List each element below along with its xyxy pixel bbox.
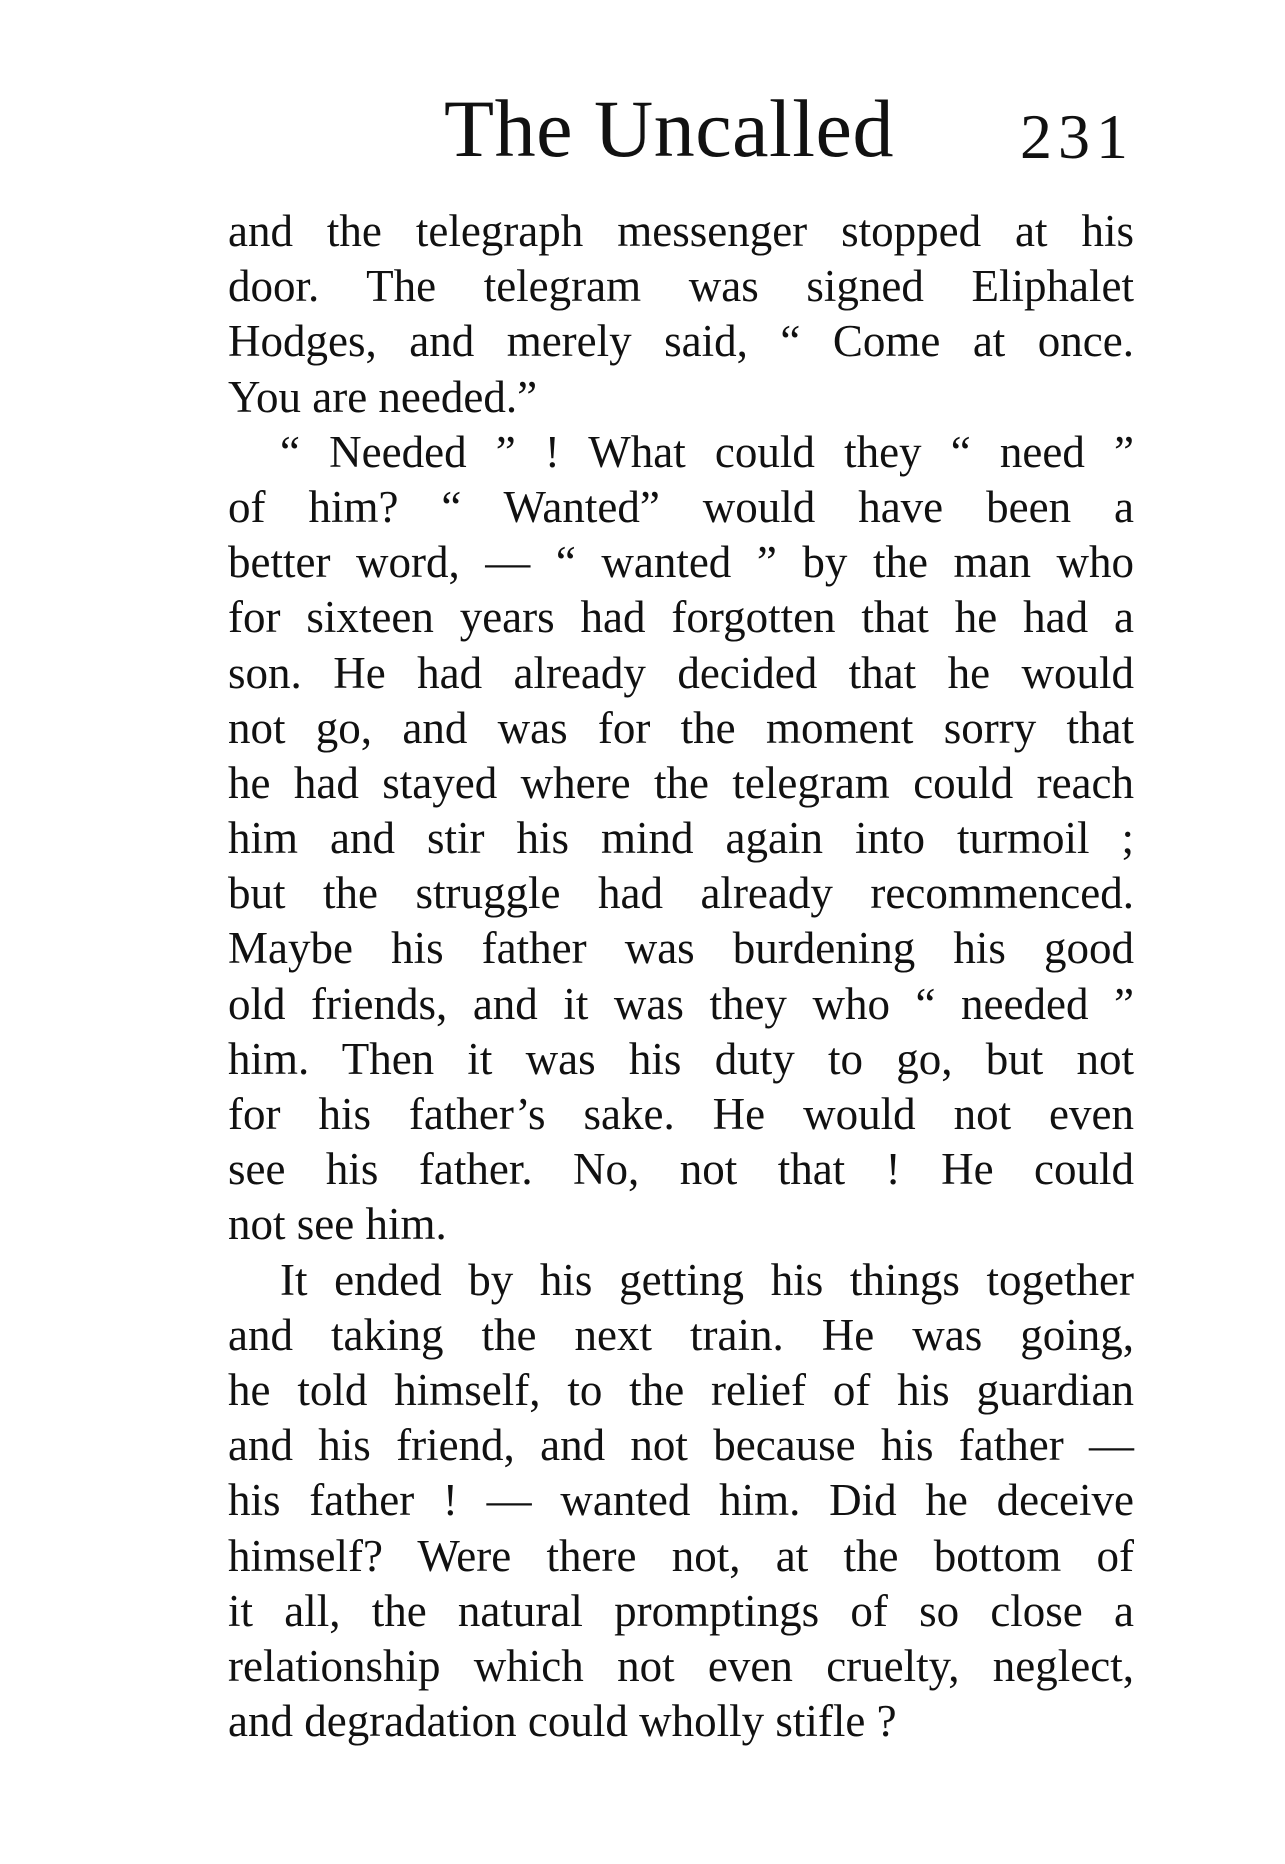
text-line: he had stayed where the telegram could reach [228, 757, 1134, 808]
text-line: but the struggle had already recommenced. [228, 868, 1134, 919]
text-line: better word, — “ wanted ” by the man who [228, 537, 1134, 588]
text-line: Maybe his father was burdening his good [228, 923, 1134, 974]
text-line: You are needed.” [228, 371, 538, 422]
running-head [444, 84, 1134, 174]
text-line: relationship which not even cruelty, neglect, [228, 1640, 1134, 1691]
text-line: old friends, and it was they who “ needed ” [228, 978, 1134, 1029]
text-line: see his father. No, not that ! He could [228, 1144, 1134, 1195]
text-line: and degradation could wholly stifle ? [228, 1696, 897, 1747]
text-line: himself? Were there not, at the bottom of [228, 1530, 1134, 1581]
text-line: and his friend, and not because his father — [228, 1420, 1134, 1471]
text-line: he told himself, to the relief of his guardian [228, 1364, 1134, 1415]
page-number: 231 [1020, 101, 1134, 172]
text-line: son. He had already decided that he would [228, 647, 1134, 698]
text-line: him. Then it was his duty to go, but not [228, 1033, 1134, 1084]
text-line: of him? “ Wanted” would have been a [228, 481, 1134, 532]
text-line: not see him. [228, 1199, 447, 1250]
text-line: him and stir his mind again into turmoil ; [228, 813, 1134, 864]
text-line: his father ! — wanted him. Did he deceive [228, 1475, 1134, 1526]
text-line: Hodges, and merely said, “ Come at once. [228, 316, 1134, 367]
text-line: for his father’s sake. He would not even [228, 1089, 1134, 1139]
text-line: not go, and was for the moment sorry that [228, 702, 1134, 753]
text-line: it all, the natural promptings of so close a [228, 1585, 1134, 1636]
text-line: for sixteen years had forgotten that he had a [228, 592, 1134, 643]
running-title: The Uncalled [444, 83, 894, 174]
text-line: door. The telegram was signed Eliphalet [228, 261, 1134, 312]
body-text [228, 204, 1134, 1749]
text-line: and the telegraph messenger stopped at his [228, 206, 1134, 256]
text-line: It ended by his getting his things together [280, 1254, 1134, 1305]
text-line: and taking the next train. He was going, [228, 1309, 1134, 1360]
text-line: “ Needed ” ! What could they “ need ” [280, 426, 1134, 477]
